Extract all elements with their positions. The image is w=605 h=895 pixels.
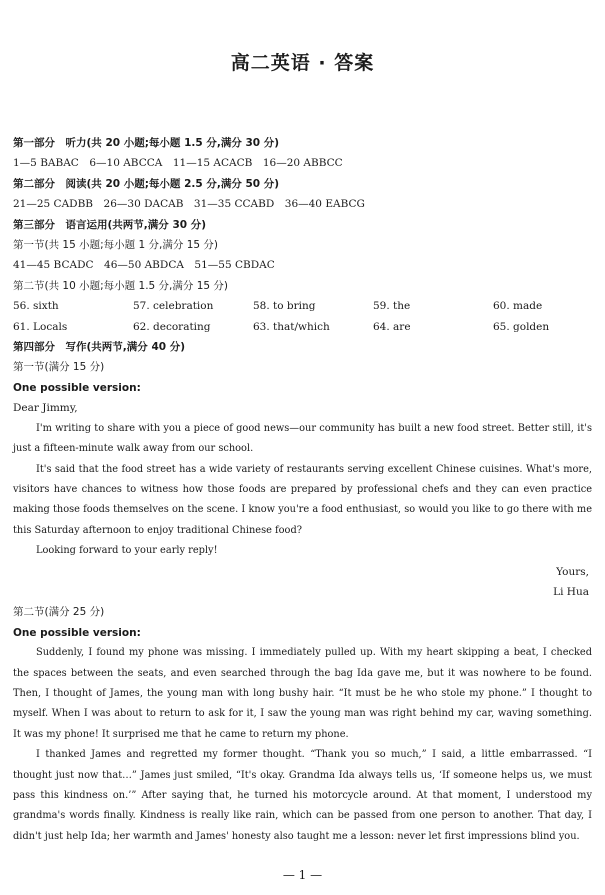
fill-answer: 65. golden (493, 320, 550, 333)
part3-section2-heading: 第二节(共 10 小题;每小题 1.5 分,满分 15 分) (13, 279, 229, 292)
part2-heading: 第二部分 阅读(共 20 小题;每小题 2.5 分,满分 50 分) (13, 177, 280, 190)
letter-greeting: Dear Jimmy, (13, 402, 78, 415)
version-label: One possible version: (13, 381, 141, 394)
part4-section2-heading: 第二节(满分 25 分) (13, 606, 105, 619)
letter-closing: Yours, (556, 565, 589, 578)
part4-section1-heading: 第一节(满分 15 分) (13, 361, 105, 374)
part4-heading: 第四部分 写作(共两节,满分 40 分) (13, 341, 186, 354)
part3-section1-heading: 第一节(共 15 小题;每小题 1 分,满分 15 分) (13, 239, 218, 252)
part3-section1-answers: 41—45 BCADC 46—50 ABDCA 51—55 CBDAC (13, 259, 275, 272)
part1-heading: 第一部分 听力(共 20 小题;每小题 1.5 分,满分 30 分) (13, 137, 280, 149)
part1-answers: 1—5 BABAC 6—10 ABCCA 11—15 ACACB 16—20 ABBCC (13, 157, 343, 170)
fill-answer: 59. the (373, 300, 411, 313)
fill-answer: 60. made (493, 300, 543, 313)
answer-content (13, 133, 592, 847)
fill-answers-row-1 (13, 296, 592, 316)
page-title: 高二英语 · 答案 (230, 52, 375, 74)
fill-answer: 61. Locals (13, 320, 68, 333)
letter-signature: Li Hua (553, 585, 589, 598)
page-number: — 1 — (282, 868, 323, 882)
fill-answer: 64. are (373, 320, 411, 333)
letter-paragraph: Looking forward to your early reply! (36, 545, 218, 557)
story-paragraph: I thanked James and regretted my former thought. “Thank you so much,” I said, a little embarrassed. “I thought just now that…” James just smiled, “It's okay. Grandma Ida always tells us, ‘If someone helps us, we must pass this kindness on.’” After saying that, he turned his motorcycle around. At that moment, I understood my grandma's words finally. Kindness is really like rain, which can be passed from one person to another. That day, I didn't just help Ida; her warmth and James' honesty also taught me a lesson: never let first impressions blind you. (13, 749, 592, 842)
part3-heading: 第三部分 语言运用(共两节,满分 30 分) (13, 218, 207, 231)
fill-answer: 58. to bring (253, 300, 316, 313)
fill-answers-row-2 (13, 317, 592, 337)
letter-paragraph: I'm writing to share with you a piece of good news—our community has built a new food street. Better still, it's just a fifteen-minute walk away from our school. (13, 422, 592, 455)
fill-answer: 62. decorating (133, 320, 211, 333)
fill-answer: 56. sixth (13, 300, 59, 313)
fill-answer: 57. celebration (133, 300, 214, 313)
letter-paragraph: It's said that the food street has a wide variety of restaurants serving excellent Chinese cuisines. What's more, visitors have chances to witness how those foods are prepared by professional chefs and they can even practice making those foods themselves on the scene. I know you're a food enthusiast, so would you like to go there with me this Saturday afternoon to enjoy traditional Chinese food? (13, 463, 592, 536)
version-label: One possible version: (13, 626, 141, 639)
story-paragraph: Suddenly, I found my phone was missing. I immediately pulled up. With my heart skipping a beat, I checked the spaces between the seats, and even searched through the bag Ida gave me, but it was nowhere to be found. Then, I thought of James, the young man with long bushy hair. “It must be he who stole my phone.” I thought to myself. When I was about to return to ask for it, I saw the young man was right behind my car, waving something. It was my phone! It surprised me that he came to return my phone. (13, 647, 592, 740)
part2-answers: 21—25 CADBB 26—30 DACAB 31—35 CCABD 36—40 EABCG (13, 198, 365, 211)
fill-answer: 63. that/which (253, 320, 330, 333)
